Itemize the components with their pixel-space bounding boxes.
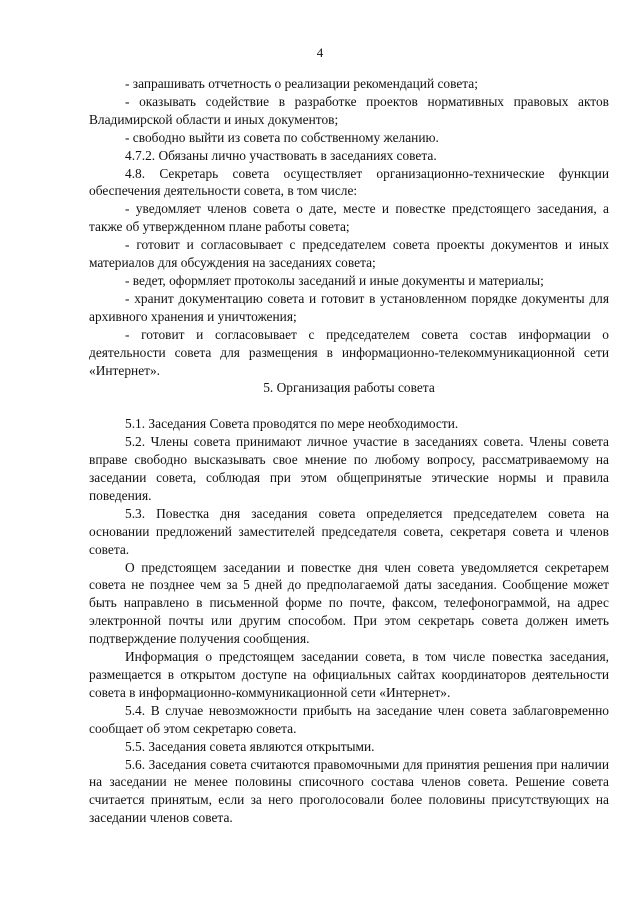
paragraph-rights-leave: - свободно выйти из совета по собственному желанию. xyxy=(125,129,439,145)
paragraph-5-3: 5.3. Повестка дня заседания совета определяется председателем совета на основании предложений заместителей председателя совета, секретаря совета и членов совета. xyxy=(89,505,609,557)
paragraph-secretary-internet: - готовит и согласовывает с председателем совета состав информации о деятельности совета для размещения в информационно-телекоммуникационной сети «Интернет». xyxy=(89,326,609,378)
paragraph-5-4: 5.4. В случае невозможности прибыть на заседание член совета заблаговременно сообщает об этом секретарю совета. xyxy=(89,702,609,736)
paragraph-5-2: 5.2. Члены совета принимают личное участие в заседаниях совета. Члены совета вправе свободно высказывать свое мнение по любому вопросу, рассматриваемому на заседании совета, соблюдая при этом общепринятые этические нормы и правила поведения. xyxy=(89,434,609,503)
section-gap xyxy=(89,397,609,415)
section-heading: 5. Организация работы совета xyxy=(263,380,435,396)
paragraph-secretary-prepare: - готовит и согласовывает с председателем совета проекты документов и иных материалов для обсуждения на заседаниях совета; xyxy=(89,237,609,271)
paragraph-5-1: 5.1. Заседания Совета проводятся по мере необходимости. xyxy=(125,416,459,432)
paragraph-secretary-archive: - хранит документацию совета и готовит в установленном порядке документы для архивного хранения и уничтожения; xyxy=(89,290,609,324)
paragraph-4-7-2: 4.7.2. Обязаны лично участвовать в заседаниях совета. xyxy=(125,147,437,163)
paragraph-rights-reports: - запрашивать отчетность о реализации рекомендаций совета; xyxy=(125,76,478,91)
paragraph-secretary-minutes: - ведет, оформляет протоколы заседаний и иные документы и материалы; xyxy=(125,272,544,288)
paragraph-5-5: 5.5. Заседания совета являются открытыми. xyxy=(125,738,375,754)
paragraph-secretary-notify: - уведомляет членов совета о дате, месте и повестке предстоящего заседания, а также об утвержденном плане работы совета; xyxy=(89,201,609,235)
paragraph-information: Информация о предстоящем заседании совета, в том числе повестка заседания, размещается в открытом доступе на официальных сайтах координаторов деятельности совета в информационно-коммуникационной сети «Интернет». xyxy=(89,649,609,700)
paragraph-4-8: 4.8. Секретарь совета осуществляет организационно-технические функции обеспечения деятельности совета, в том числе: xyxy=(89,165,609,199)
paragraph-5-6: 5.6. Заседания совета считаются правомочными для принятия решения при наличии на заседании не менее половины списочного состава членов совета. Решение совета считается принятым, если за него проголосовали более половины присутствующих на заседании членов совета. xyxy=(89,756,609,826)
page-number: 4 xyxy=(316,45,324,60)
paragraph-rights-assist: - оказывать содействие в разработке проектов нормативных правовых актов Владимирской области и иных документов; xyxy=(89,93,609,127)
document-body xyxy=(89,75,609,827)
paragraph-notification: О предстоящем заседании и повестке дня член совета уведомляется секретарем совета не позднее чем за 5 дней до предполагаемой даты заседания. Сообщение может быть направлено в письменной форме по почте, факсом, телефонограммой, на адрес электронной почты или другим способом. При этом секретарь совета должен иметь подтверждение получения сообщения. xyxy=(89,559,609,647)
